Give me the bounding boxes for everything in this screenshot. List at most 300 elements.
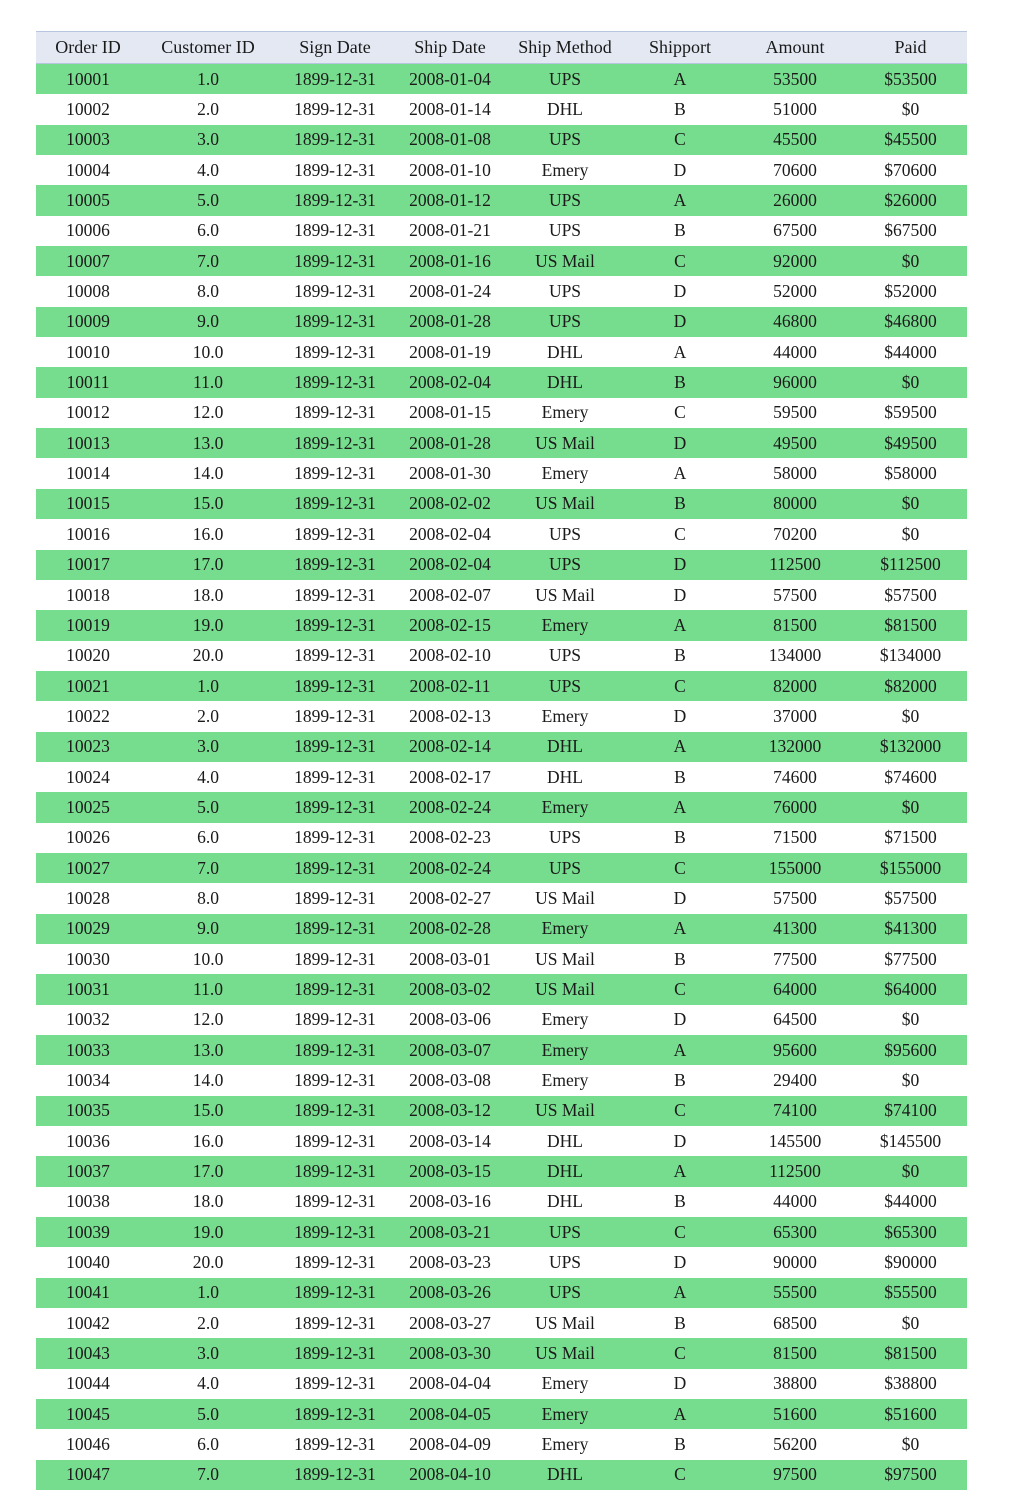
- table-row[interactable]: [36, 853, 967, 883]
- paid-cell: $90000: [854, 1247, 967, 1277]
- sign-date-cell: 1899-12-31: [276, 1429, 394, 1459]
- paid-cell: $0: [854, 1156, 967, 1186]
- sign-date-cell: 1899-12-31: [276, 974, 394, 1004]
- table-row[interactable]: [36, 428, 967, 458]
- ship-method-cell: Emery: [506, 398, 624, 428]
- amount-cell: 67500: [736, 216, 854, 246]
- shipport-cell: D: [624, 155, 736, 185]
- ship-date-cell: 2008-02-02: [394, 489, 506, 519]
- amount-cell: 134000: [736, 641, 854, 671]
- order-id-cell: 10028: [36, 883, 140, 913]
- paid-cell: $45500: [854, 125, 967, 155]
- table-row[interactable]: [36, 1096, 967, 1126]
- sign-date-cell: 1899-12-31: [276, 580, 394, 610]
- customer-id-cell: 13.0: [140, 1035, 276, 1065]
- amount-cell: 155000: [736, 853, 854, 883]
- order-id-cell: 10004: [36, 155, 140, 185]
- paid-cell: $0: [854, 367, 967, 397]
- table-row[interactable]: [36, 732, 967, 762]
- shipport-cell: B: [624, 944, 736, 974]
- table-row[interactable]: [36, 1308, 967, 1338]
- ship-date-cell: 2008-01-30: [394, 458, 506, 488]
- customer-id-cell: 2.0: [140, 701, 276, 731]
- table-row[interactable]: [36, 1338, 967, 1368]
- table-row[interactable]: [36, 1217, 967, 1247]
- customer-id-cell: 9.0: [140, 307, 276, 337]
- paid-cell: $59500: [854, 398, 967, 428]
- order-id-cell: 10019: [36, 610, 140, 640]
- order-id-cell: 10003: [36, 125, 140, 155]
- customer-id-cell: 17.0: [140, 1156, 276, 1186]
- ship-date-cell: 2008-01-28: [394, 307, 506, 337]
- amount-cell: 71500: [736, 823, 854, 853]
- shipport-cell: D: [624, 1005, 736, 1035]
- shipport-cell: B: [624, 823, 736, 853]
- table-row[interactable]: [36, 944, 967, 974]
- shipport-cell: C: [624, 974, 736, 1004]
- table-row[interactable]: [36, 914, 967, 944]
- amount-cell: 57500: [736, 883, 854, 913]
- shipport-cell: B: [624, 762, 736, 792]
- column-header-ship-method[interactable]: Ship Method: [506, 32, 624, 64]
- paid-cell: $0: [854, 1429, 967, 1459]
- ship-date-cell: 2008-01-21: [394, 216, 506, 246]
- ship-date-cell: 2008-02-04: [394, 519, 506, 549]
- column-header-paid[interactable]: Paid: [854, 32, 967, 64]
- sign-date-cell: 1899-12-31: [276, 732, 394, 762]
- ship-method-cell: US Mail: [506, 489, 624, 519]
- table-row[interactable]: [36, 337, 967, 367]
- table-row[interactable]: [36, 1460, 967, 1490]
- ship-date-cell: 2008-01-04: [394, 64, 506, 95]
- order-id-cell: 10008: [36, 276, 140, 306]
- shipport-cell: B: [624, 94, 736, 124]
- sign-date-cell: 1899-12-31: [276, 1096, 394, 1126]
- table-row[interactable]: [36, 64, 967, 95]
- paid-cell: $58000: [854, 458, 967, 488]
- sign-date-cell: 1899-12-31: [276, 246, 394, 276]
- customer-id-cell: 19.0: [140, 610, 276, 640]
- paid-cell: $132000: [854, 732, 967, 762]
- sign-date-cell: 1899-12-31: [276, 216, 394, 246]
- shipport-cell: A: [624, 185, 736, 215]
- amount-cell: 46800: [736, 307, 854, 337]
- ship-date-cell: 2008-03-16: [394, 1187, 506, 1217]
- sign-date-cell: 1899-12-31: [276, 610, 394, 640]
- amount-cell: 51000: [736, 94, 854, 124]
- shipport-cell: D: [624, 701, 736, 731]
- order-id-cell: 10040: [36, 1247, 140, 1277]
- order-id-cell: 10006: [36, 216, 140, 246]
- sign-date-cell: 1899-12-31: [276, 1187, 394, 1217]
- order-id-cell: 10022: [36, 701, 140, 731]
- amount-cell: 56200: [736, 1429, 854, 1459]
- ship-method-cell: US Mail: [506, 974, 624, 1004]
- ship-date-cell: 2008-02-04: [394, 550, 506, 580]
- shipport-cell: C: [624, 1217, 736, 1247]
- ship-method-cell: US Mail: [506, 1096, 624, 1126]
- customer-id-cell: 4.0: [140, 155, 276, 185]
- shipport-cell: D: [624, 550, 736, 580]
- table-row[interactable]: [36, 1429, 967, 1459]
- shipport-cell: C: [624, 398, 736, 428]
- customer-id-cell: 8.0: [140, 276, 276, 306]
- ship-method-cell: UPS: [506, 276, 624, 306]
- ship-method-cell: Emery: [506, 1065, 624, 1095]
- amount-cell: 49500: [736, 428, 854, 458]
- table-row[interactable]: [36, 792, 967, 822]
- customer-id-cell: 7.0: [140, 1460, 276, 1490]
- ship-date-cell: 2008-03-26: [394, 1278, 506, 1308]
- amount-cell: 64500: [736, 1005, 854, 1035]
- column-header-shipport[interactable]: Shipport: [624, 32, 736, 64]
- ship-method-cell: DHL: [506, 94, 624, 124]
- customer-id-cell: 1.0: [140, 64, 276, 95]
- ship-method-cell: DHL: [506, 367, 624, 397]
- order-id-cell: 10039: [36, 1217, 140, 1247]
- paid-cell: $0: [854, 94, 967, 124]
- shipport-cell: D: [624, 307, 736, 337]
- ship-method-cell: Emery: [506, 1399, 624, 1429]
- order-id-cell: 10043: [36, 1338, 140, 1368]
- amount-cell: 132000: [736, 732, 854, 762]
- sign-date-cell: 1899-12-31: [276, 307, 394, 337]
- customer-id-cell: 13.0: [140, 428, 276, 458]
- customer-id-cell: 11.0: [140, 367, 276, 397]
- shipport-cell: C: [624, 1460, 736, 1490]
- customer-id-cell: 20.0: [140, 641, 276, 671]
- sign-date-cell: 1899-12-31: [276, 458, 394, 488]
- ship-date-cell: 2008-02-28: [394, 914, 506, 944]
- paid-cell: $71500: [854, 823, 967, 853]
- table-row[interactable]: [36, 1005, 967, 1035]
- amount-cell: 92000: [736, 246, 854, 276]
- shipport-cell: B: [624, 489, 736, 519]
- table-row[interactable]: [36, 610, 967, 640]
- ship-method-cell: UPS: [506, 185, 624, 215]
- customer-id-cell: 14.0: [140, 458, 276, 488]
- amount-cell: 55500: [736, 1278, 854, 1308]
- order-id-cell: 10036: [36, 1126, 140, 1156]
- amount-cell: 74600: [736, 762, 854, 792]
- amount-cell: 112500: [736, 1156, 854, 1186]
- order-id-cell: 10045: [36, 1399, 140, 1429]
- shipport-cell: A: [624, 792, 736, 822]
- customer-id-cell: 5.0: [140, 792, 276, 822]
- table-row[interactable]: [36, 762, 967, 792]
- paid-cell: $0: [854, 1308, 967, 1338]
- customer-id-cell: 3.0: [140, 732, 276, 762]
- sign-date-cell: 1899-12-31: [276, 883, 394, 913]
- shipport-cell: C: [624, 1096, 736, 1126]
- order-id-cell: 10002: [36, 94, 140, 124]
- ship-date-cell: 2008-04-05: [394, 1399, 506, 1429]
- order-id-cell: 10038: [36, 1187, 140, 1217]
- paid-cell: $81500: [854, 1338, 967, 1368]
- customer-id-cell: 6.0: [140, 823, 276, 853]
- ship-method-cell: UPS: [506, 1247, 624, 1277]
- paid-cell: $134000: [854, 641, 967, 671]
- amount-cell: 51600: [736, 1399, 854, 1429]
- table-row[interactable]: [36, 550, 967, 580]
- customer-id-cell: 12.0: [140, 1005, 276, 1035]
- amount-cell: 44000: [736, 337, 854, 367]
- table-row[interactable]: [36, 1126, 967, 1156]
- shipport-cell: D: [624, 580, 736, 610]
- ship-method-cell: Emery: [506, 1369, 624, 1399]
- table-row[interactable]: [36, 185, 967, 215]
- orders-table-container: [36, 31, 967, 1490]
- table-row[interactable]: [36, 671, 967, 701]
- shipport-cell: D: [624, 428, 736, 458]
- ship-date-cell: 2008-02-24: [394, 792, 506, 822]
- order-id-cell: 10046: [36, 1429, 140, 1459]
- ship-date-cell: 2008-01-15: [394, 398, 506, 428]
- order-id-cell: 10005: [36, 185, 140, 215]
- ship-date-cell: 2008-02-14: [394, 732, 506, 762]
- table-row[interactable]: [36, 701, 967, 731]
- customer-id-cell: 19.0: [140, 1217, 276, 1247]
- amount-cell: 52000: [736, 276, 854, 306]
- table-row[interactable]: [36, 489, 967, 519]
- column-header-amount[interactable]: Amount: [736, 32, 854, 64]
- ship-date-cell: 2008-03-07: [394, 1035, 506, 1065]
- order-id-cell: 10024: [36, 762, 140, 792]
- shipport-cell: A: [624, 337, 736, 367]
- ship-date-cell: 2008-02-04: [394, 367, 506, 397]
- ship-date-cell: 2008-01-16: [394, 246, 506, 276]
- amount-cell: 41300: [736, 914, 854, 944]
- shipport-cell: C: [624, 1338, 736, 1368]
- sign-date-cell: 1899-12-31: [276, 337, 394, 367]
- ship-date-cell: 2008-03-12: [394, 1096, 506, 1126]
- customer-id-cell: 15.0: [140, 489, 276, 519]
- ship-date-cell: 2008-01-14: [394, 94, 506, 124]
- ship-date-cell: 2008-03-27: [394, 1308, 506, 1338]
- sign-date-cell: 1899-12-31: [276, 64, 394, 95]
- customer-id-cell: 7.0: [140, 246, 276, 276]
- sign-date-cell: 1899-12-31: [276, 914, 394, 944]
- ship-date-cell: 2008-03-30: [394, 1338, 506, 1368]
- shipport-cell: D: [624, 1369, 736, 1399]
- ship-date-cell: 2008-02-17: [394, 762, 506, 792]
- customer-id-cell: 5.0: [140, 1399, 276, 1429]
- table-row[interactable]: [36, 398, 967, 428]
- shipport-cell: A: [624, 732, 736, 762]
- paid-cell: $0: [854, 519, 967, 549]
- shipport-cell: B: [624, 216, 736, 246]
- order-id-cell: 10017: [36, 550, 140, 580]
- shipport-cell: A: [624, 1399, 736, 1429]
- sign-date-cell: 1899-12-31: [276, 1460, 394, 1490]
- paid-cell: $65300: [854, 1217, 967, 1247]
- order-id-cell: 10047: [36, 1460, 140, 1490]
- ship-date-cell: 2008-02-24: [394, 853, 506, 883]
- ship-method-cell: Emery: [506, 1429, 624, 1459]
- shipport-cell: A: [624, 914, 736, 944]
- ship-method-cell: UPS: [506, 519, 624, 549]
- ship-date-cell: 2008-01-08: [394, 125, 506, 155]
- order-id-cell: 10023: [36, 732, 140, 762]
- ship-method-cell: UPS: [506, 1217, 624, 1247]
- order-id-cell: 10012: [36, 398, 140, 428]
- ship-method-cell: US Mail: [506, 944, 624, 974]
- table-row[interactable]: [36, 1156, 967, 1186]
- sign-date-cell: 1899-12-31: [276, 519, 394, 549]
- shipport-cell: A: [624, 458, 736, 488]
- shipport-cell: B: [624, 367, 736, 397]
- table-row[interactable]: [36, 307, 967, 337]
- sign-date-cell: 1899-12-31: [276, 276, 394, 306]
- table-row[interactable]: [36, 458, 967, 488]
- sign-date-cell: 1899-12-31: [276, 185, 394, 215]
- customer-id-cell: 1.0: [140, 671, 276, 701]
- table-row[interactable]: [36, 155, 967, 185]
- table-row[interactable]: [36, 883, 967, 913]
- table-row[interactable]: [36, 125, 967, 155]
- table-row[interactable]: [36, 1065, 967, 1095]
- order-id-cell: 10013: [36, 428, 140, 458]
- column-header-customer-id[interactable]: Customer ID: [140, 32, 276, 64]
- column-header-ship-date[interactable]: Ship Date: [394, 32, 506, 64]
- order-id-cell: 10007: [36, 246, 140, 276]
- sign-date-cell: 1899-12-31: [276, 1308, 394, 1338]
- paid-cell: $52000: [854, 276, 967, 306]
- paid-cell: $0: [854, 489, 967, 519]
- table-row[interactable]: [36, 974, 967, 1004]
- sign-date-cell: 1899-12-31: [276, 1278, 394, 1308]
- ship-date-cell: 2008-04-04: [394, 1369, 506, 1399]
- paid-cell: $26000: [854, 185, 967, 215]
- ship-date-cell: 2008-01-10: [394, 155, 506, 185]
- customer-id-cell: 5.0: [140, 185, 276, 215]
- order-id-cell: 10031: [36, 974, 140, 1004]
- table-row[interactable]: [36, 1369, 967, 1399]
- paid-cell: $44000: [854, 337, 967, 367]
- ship-date-cell: 2008-02-23: [394, 823, 506, 853]
- customer-id-cell: 6.0: [140, 1429, 276, 1459]
- table-row[interactable]: [36, 246, 967, 276]
- table-row[interactable]: [36, 276, 967, 306]
- paid-cell: $57500: [854, 580, 967, 610]
- sign-date-cell: 1899-12-31: [276, 428, 394, 458]
- sign-date-cell: 1899-12-31: [276, 1035, 394, 1065]
- ship-method-cell: Emery: [506, 701, 624, 731]
- shipport-cell: A: [624, 610, 736, 640]
- table-row[interactable]: [36, 519, 967, 549]
- paid-cell: $0: [854, 701, 967, 731]
- customer-id-cell: 7.0: [140, 853, 276, 883]
- customer-id-cell: 4.0: [140, 762, 276, 792]
- order-id-cell: 10033: [36, 1035, 140, 1065]
- paid-cell: $0: [854, 792, 967, 822]
- paid-cell: $155000: [854, 853, 967, 883]
- table-row[interactable]: [36, 580, 967, 610]
- ship-date-cell: 2008-02-11: [394, 671, 506, 701]
- customer-id-cell: 16.0: [140, 1126, 276, 1156]
- customer-id-cell: 3.0: [140, 1338, 276, 1368]
- table-row[interactable]: [36, 1278, 967, 1308]
- ship-method-cell: US Mail: [506, 883, 624, 913]
- table-row[interactable]: [36, 1399, 967, 1429]
- sign-date-cell: 1899-12-31: [276, 125, 394, 155]
- orders-table: [36, 31, 967, 1490]
- amount-cell: 81500: [736, 1338, 854, 1368]
- paid-cell: $74100: [854, 1096, 967, 1126]
- shipport-cell: A: [624, 1278, 736, 1308]
- order-id-cell: 10034: [36, 1065, 140, 1095]
- shipport-cell: D: [624, 1126, 736, 1156]
- paid-cell: $95600: [854, 1035, 967, 1065]
- ship-method-cell: DHL: [506, 1156, 624, 1186]
- ship-method-cell: DHL: [506, 337, 624, 367]
- shipport-cell: A: [624, 1035, 736, 1065]
- amount-cell: 96000: [736, 367, 854, 397]
- customer-id-cell: 11.0: [140, 974, 276, 1004]
- sign-date-cell: 1899-12-31: [276, 1247, 394, 1277]
- ship-method-cell: US Mail: [506, 428, 624, 458]
- shipport-cell: B: [624, 1065, 736, 1095]
- order-id-cell: 10015: [36, 489, 140, 519]
- amount-cell: 81500: [736, 610, 854, 640]
- table-row[interactable]: [36, 641, 967, 671]
- table-row[interactable]: [36, 823, 967, 853]
- ship-date-cell: 2008-04-09: [394, 1429, 506, 1459]
- customer-id-cell: 8.0: [140, 883, 276, 913]
- amount-cell: 77500: [736, 944, 854, 974]
- ship-method-cell: UPS: [506, 1278, 624, 1308]
- table-row[interactable]: [36, 367, 967, 397]
- ship-date-cell: 2008-03-08: [394, 1065, 506, 1095]
- ship-date-cell: 2008-03-21: [394, 1217, 506, 1247]
- ship-date-cell: 2008-02-07: [394, 580, 506, 610]
- ship-method-cell: Emery: [506, 610, 624, 640]
- ship-method-cell: Emery: [506, 458, 624, 488]
- paid-cell: $51600: [854, 1399, 967, 1429]
- column-header-sign-date[interactable]: Sign Date: [276, 32, 394, 64]
- order-id-cell: 10032: [36, 1005, 140, 1035]
- paid-cell: $0: [854, 246, 967, 276]
- shipport-cell: D: [624, 1247, 736, 1277]
- shipport-cell: B: [624, 1429, 736, 1459]
- table-row[interactable]: [36, 1247, 967, 1277]
- sign-date-cell: 1899-12-31: [276, 398, 394, 428]
- sign-date-cell: 1899-12-31: [276, 641, 394, 671]
- paid-cell: $70600: [854, 155, 967, 185]
- sign-date-cell: 1899-12-31: [276, 762, 394, 792]
- order-id-cell: 10009: [36, 307, 140, 337]
- table-row[interactable]: [36, 1187, 967, 1217]
- column-header-order-id[interactable]: Order ID: [36, 32, 140, 64]
- table-row[interactable]: [36, 216, 967, 246]
- amount-cell: 59500: [736, 398, 854, 428]
- ship-method-cell: UPS: [506, 671, 624, 701]
- ship-date-cell: 2008-02-15: [394, 610, 506, 640]
- paid-cell: $0: [854, 1065, 967, 1095]
- order-id-cell: 10026: [36, 823, 140, 853]
- paid-cell: $97500: [854, 1460, 967, 1490]
- shipport-cell: C: [624, 671, 736, 701]
- paid-cell: $46800: [854, 307, 967, 337]
- ship-method-cell: Emery: [506, 1035, 624, 1065]
- ship-date-cell: 2008-02-27: [394, 883, 506, 913]
- table-row[interactable]: [36, 1035, 967, 1065]
- shipport-cell: D: [624, 883, 736, 913]
- customer-id-cell: 2.0: [140, 1308, 276, 1338]
- table-row[interactable]: [36, 94, 967, 124]
- order-id-cell: 10042: [36, 1308, 140, 1338]
- ship-date-cell: 2008-03-15: [394, 1156, 506, 1186]
